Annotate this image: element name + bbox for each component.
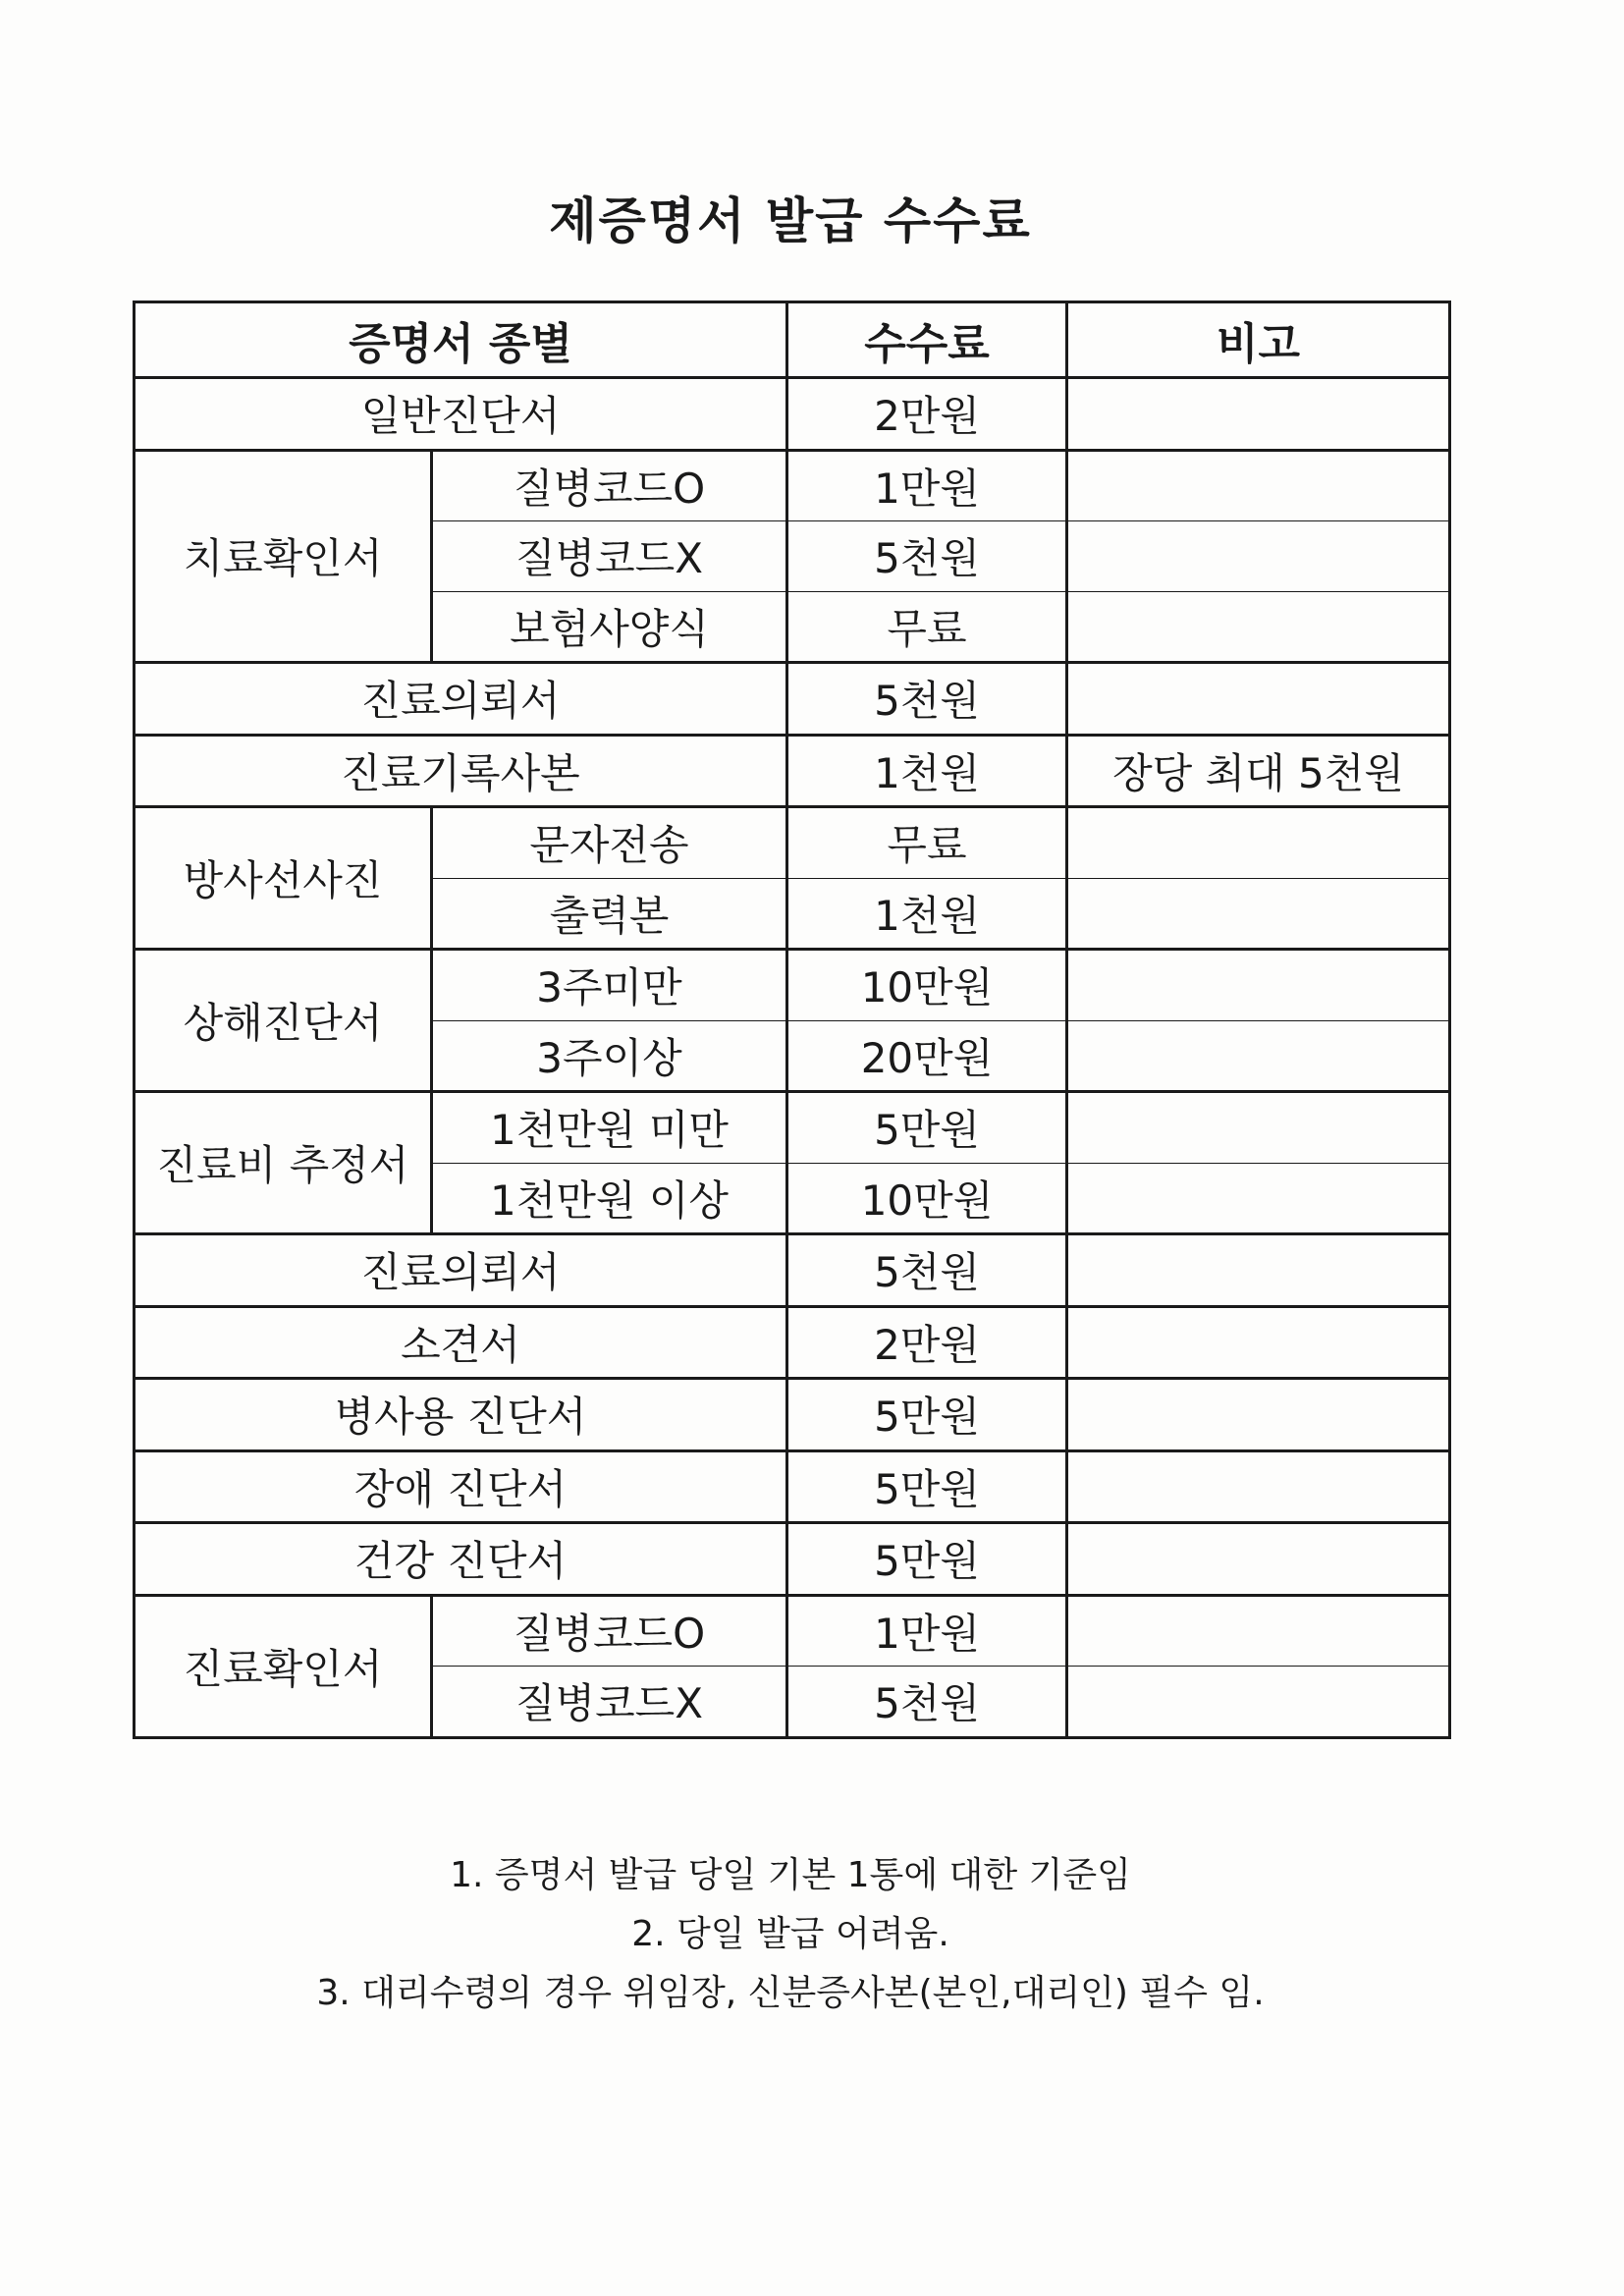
fee-cell: 5천원 [787, 1667, 1067, 1738]
remarks-cell [1067, 1163, 1450, 1234]
certificate-subtype-cell: 질병코드X [432, 1667, 787, 1738]
table-row [135, 663, 1450, 736]
certificate-subtype-cell: 1천만원 이상 [432, 1163, 787, 1234]
remarks-cell [1067, 1595, 1450, 1667]
fee-table [133, 301, 1451, 1739]
header-remarks: 비고 [1067, 302, 1450, 378]
remarks-cell [1067, 378, 1450, 451]
certificate-subtype-cell: 보험사양식 [432, 591, 787, 663]
fee-cell: 5만원 [787, 1450, 1067, 1523]
fee-cell: 5만원 [787, 1523, 1067, 1596]
header-fee: 수수료 [787, 302, 1067, 378]
note-item: 3. 대리수령의 경우 위임장, 신분증사본(본인,대리인) 필수 임. [316, 1973, 1265, 2013]
remarks-cell [1067, 663, 1450, 736]
note-item: 2. 당일 발급 어려움. [631, 1914, 949, 1954]
fee-table-body [135, 378, 1450, 1738]
table-row [135, 1092, 1450, 1164]
certificate-subtype-cell: 3주이상 [432, 1020, 787, 1092]
fee-cell: 무료 [787, 807, 1067, 879]
fee-cell: 10만원 [787, 1163, 1067, 1234]
remarks-cell [1067, 878, 1450, 950]
remarks-cell [1067, 1092, 1450, 1164]
fee-cell: 20만원 [787, 1020, 1067, 1092]
remarks-cell [1067, 807, 1450, 879]
remarks-cell [1067, 1450, 1450, 1523]
certificate-subtype-cell: 출력본 [432, 878, 787, 950]
fee-cell: 2만원 [787, 378, 1067, 451]
remarks-cell [1067, 450, 1450, 521]
remarks-cell [1067, 950, 1450, 1021]
certificate-subtype-cell: 질병코드O [432, 450, 787, 521]
certificate-type-cell: 진료기록사본 [135, 735, 787, 807]
fee-cell: 5천원 [787, 1234, 1067, 1307]
certificate-type-cell: 병사용 진단서 [135, 1379, 787, 1451]
certificate-type-cell: 건강 진단서 [135, 1523, 787, 1596]
note-item: 1. 증명서 발급 당일 기본 1통에 대한 기준임 [450, 1855, 1131, 1895]
table-row [135, 735, 1450, 807]
fee-cell: 2만원 [787, 1306, 1067, 1379]
certificate-type-cell: 일반진단서 [135, 378, 787, 451]
certificate-type-cell: 진료확인서 [135, 1595, 432, 1737]
remarks-cell [1067, 1020, 1450, 1092]
table-row [135, 950, 1450, 1021]
certificate-subtype-cell: 3주미만 [432, 950, 787, 1021]
table-row [135, 807, 1450, 879]
certificate-type-cell: 치료확인서 [135, 450, 432, 663]
fee-cell: 10만원 [787, 950, 1067, 1021]
table-row [135, 378, 1450, 451]
certificate-type-cell: 소견서 [135, 1306, 787, 1379]
certificate-type-cell: 장애 진단서 [135, 1450, 787, 1523]
certificate-subtype-cell: 질병코드O [432, 1595, 787, 1667]
remarks-cell [1067, 1306, 1450, 1379]
certificate-type-cell: 진료비 추정서 [135, 1092, 432, 1234]
page-title: 제증명서 발급 수수료 [549, 192, 1032, 249]
notes [0, 1846, 1581, 2023]
remarks-cell [1067, 1379, 1450, 1451]
certificate-type-cell: 방사선사진 [135, 807, 432, 950]
table-row [135, 450, 1450, 521]
remarks-cell [1067, 1234, 1450, 1307]
certificate-type-cell: 상해진단서 [135, 950, 432, 1092]
remarks-cell [1067, 521, 1450, 592]
certificate-type-cell: 진료의뢰서 [135, 663, 787, 736]
fee-cell: 5만원 [787, 1379, 1067, 1451]
table-row [135, 1379, 1450, 1451]
fee-cell: 5만원 [787, 1092, 1067, 1164]
fee-cell: 5천원 [787, 521, 1067, 592]
certificate-subtype-cell: 질병코드X [432, 521, 787, 592]
fee-cell: 1천원 [787, 878, 1067, 950]
certificate-subtype-cell: 문자전송 [432, 807, 787, 879]
header-certificate-type: 증명서 종별 [135, 302, 787, 378]
fee-cell: 1만원 [787, 1595, 1067, 1667]
remarks-cell: 장당 최대 5천원 [1067, 735, 1450, 807]
table-row [135, 1595, 1450, 1667]
table-row [135, 1306, 1450, 1379]
certificate-subtype-cell: 1천만원 미만 [432, 1092, 787, 1164]
remarks-cell [1067, 1523, 1450, 1596]
fee-cell: 1만원 [787, 450, 1067, 521]
fee-cell: 무료 [787, 591, 1067, 663]
table-row [135, 1523, 1450, 1596]
fee-cell: 1천원 [787, 735, 1067, 807]
table-header-row [135, 302, 1450, 378]
table-row [135, 1450, 1450, 1523]
certificate-type-cell: 진료의뢰서 [135, 1234, 787, 1307]
table-row [135, 1234, 1450, 1307]
fee-cell: 5천원 [787, 663, 1067, 736]
remarks-cell [1067, 591, 1450, 663]
remarks-cell [1067, 1667, 1450, 1738]
